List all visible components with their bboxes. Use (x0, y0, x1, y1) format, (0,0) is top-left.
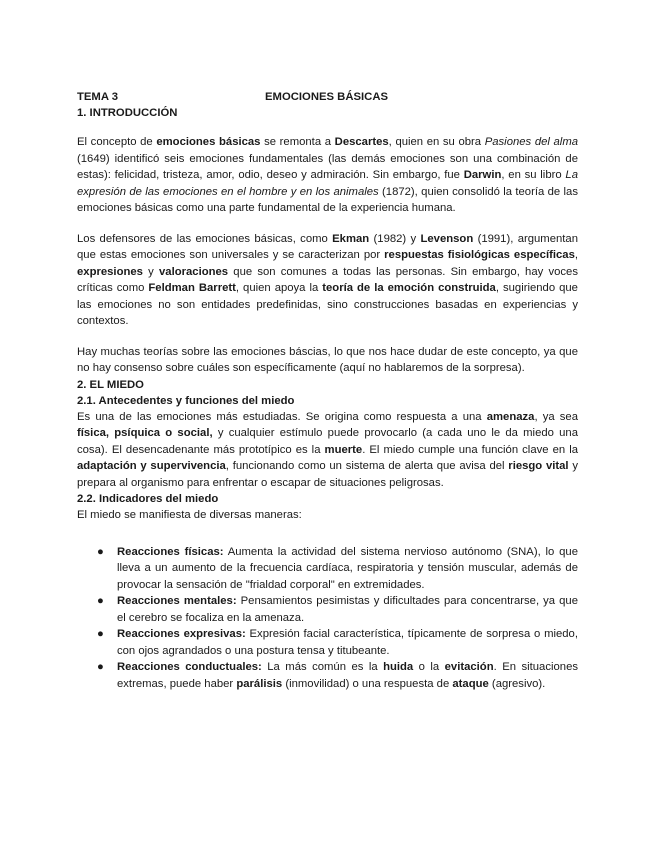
list-item: ● Reacciones físicas: Aumenta la actividad del sistema nervioso autónomo (SNA), lo que lleva a un aumento de la frecuencia cardíaca, respiratoria y tensión muscular, además de provocar la sensación de "frialdad corporal" en extremidades. (97, 545, 578, 591)
intro-paragraph-3: Hay muchas teorías sobre las emociones báscias, lo que nos hace dudar de este concepto, ya que no hay consenso sobre cuáles son específicamente (aquí no hablaremos de la sorpresa). (77, 345, 578, 374)
indicadores-list (77, 544, 578, 693)
document-content (77, 89, 578, 692)
list-item: ● Reacciones expresivas: Expresión facial característica, típicamente de sorpresa o miedo, con ojos agrandados o una postura tensa y titubeante. (97, 628, 578, 657)
document-title: EMOCIONES BÁSICAS (265, 91, 389, 103)
intro-paragraph-1: El concepto de emociones básicas se remonta a Descartes, quien en su obra Pasiones del alma (1649) identificó seis emociones fundamentales (las demás emociones son una combinación de estas): felicidad, tristeza, amor, odio, deseo y admiración. Sin embargo, fue Darwin, en su libro La expresión de las emociones en el hombre y en los animales (1872), quien consolidó la teoría de las emociones básicas como una parte fundamental de la experiencia humana. (77, 136, 579, 214)
subsection-heading-antecedentes: 2.1. Antecedentes y funciones del miedo (77, 394, 295, 407)
indicadores-intro: El miedo se manifiesta de diversas maneras: (77, 509, 302, 521)
bullet-icon: ● (97, 661, 104, 673)
list-item: ● Reacciones mentales: Pensamientos pesimistas y dificultades para concentrarse, ya que el cerebro se focaliza en la amenaza. (97, 595, 578, 624)
antecedentes-paragraph: Es una de las emociones más estudiadas. Se origina como respuesta a una amenaza, ya sea física, psíquica o social, y cualquier estímulo puede provocarlo (a cada uno le da miedo una cosa). El desencadenante más prototípico es la muerte. El miedo cumple una función clave en la adaptación y supervivencia, funcionando como un sistema de alerta que avisa del riesgo vital y prepara al organismo para enfrentar o escapar de situaciones peligrosas. (77, 410, 578, 489)
section-heading-introduccion: 1. INTRODUCCIÓN (77, 107, 178, 119)
intro-paragraph-2: Los defensores de las emociones básicas, como Ekman (1982) y Levenson (1991), argumentan que estas emociones son universales y se caracterizan por respuestas fisiológicas específicas, expresiones y valoraciones que son comunes a todas las personas. Sin embargo, hay voces críticas como Feldman Barrett, quien apoya la teoría de la emoción construida, sugiriendo que las emociones no son entidades predefinidas, sino construcciones basadas en experiencias y contextos. (77, 232, 578, 327)
subsection-heading-indicadores: 2.2. Indicadores del miedo (77, 493, 219, 505)
document-header (77, 89, 578, 105)
list-item: ● Reacciones conductuales: La más común es la huida o la evitación. En situaciones extremas, puede haber parálisis (inmovilidad) o una respuesta de ataque (agresivo). (97, 661, 578, 690)
bullet-icon: ● (97, 595, 104, 607)
tema-label: TEMA 3 (77, 91, 119, 103)
bullet-icon: ● (97, 628, 104, 640)
bullet-icon: ● (97, 545, 104, 558)
section-heading-miedo: 2. EL MIEDO (77, 378, 144, 391)
